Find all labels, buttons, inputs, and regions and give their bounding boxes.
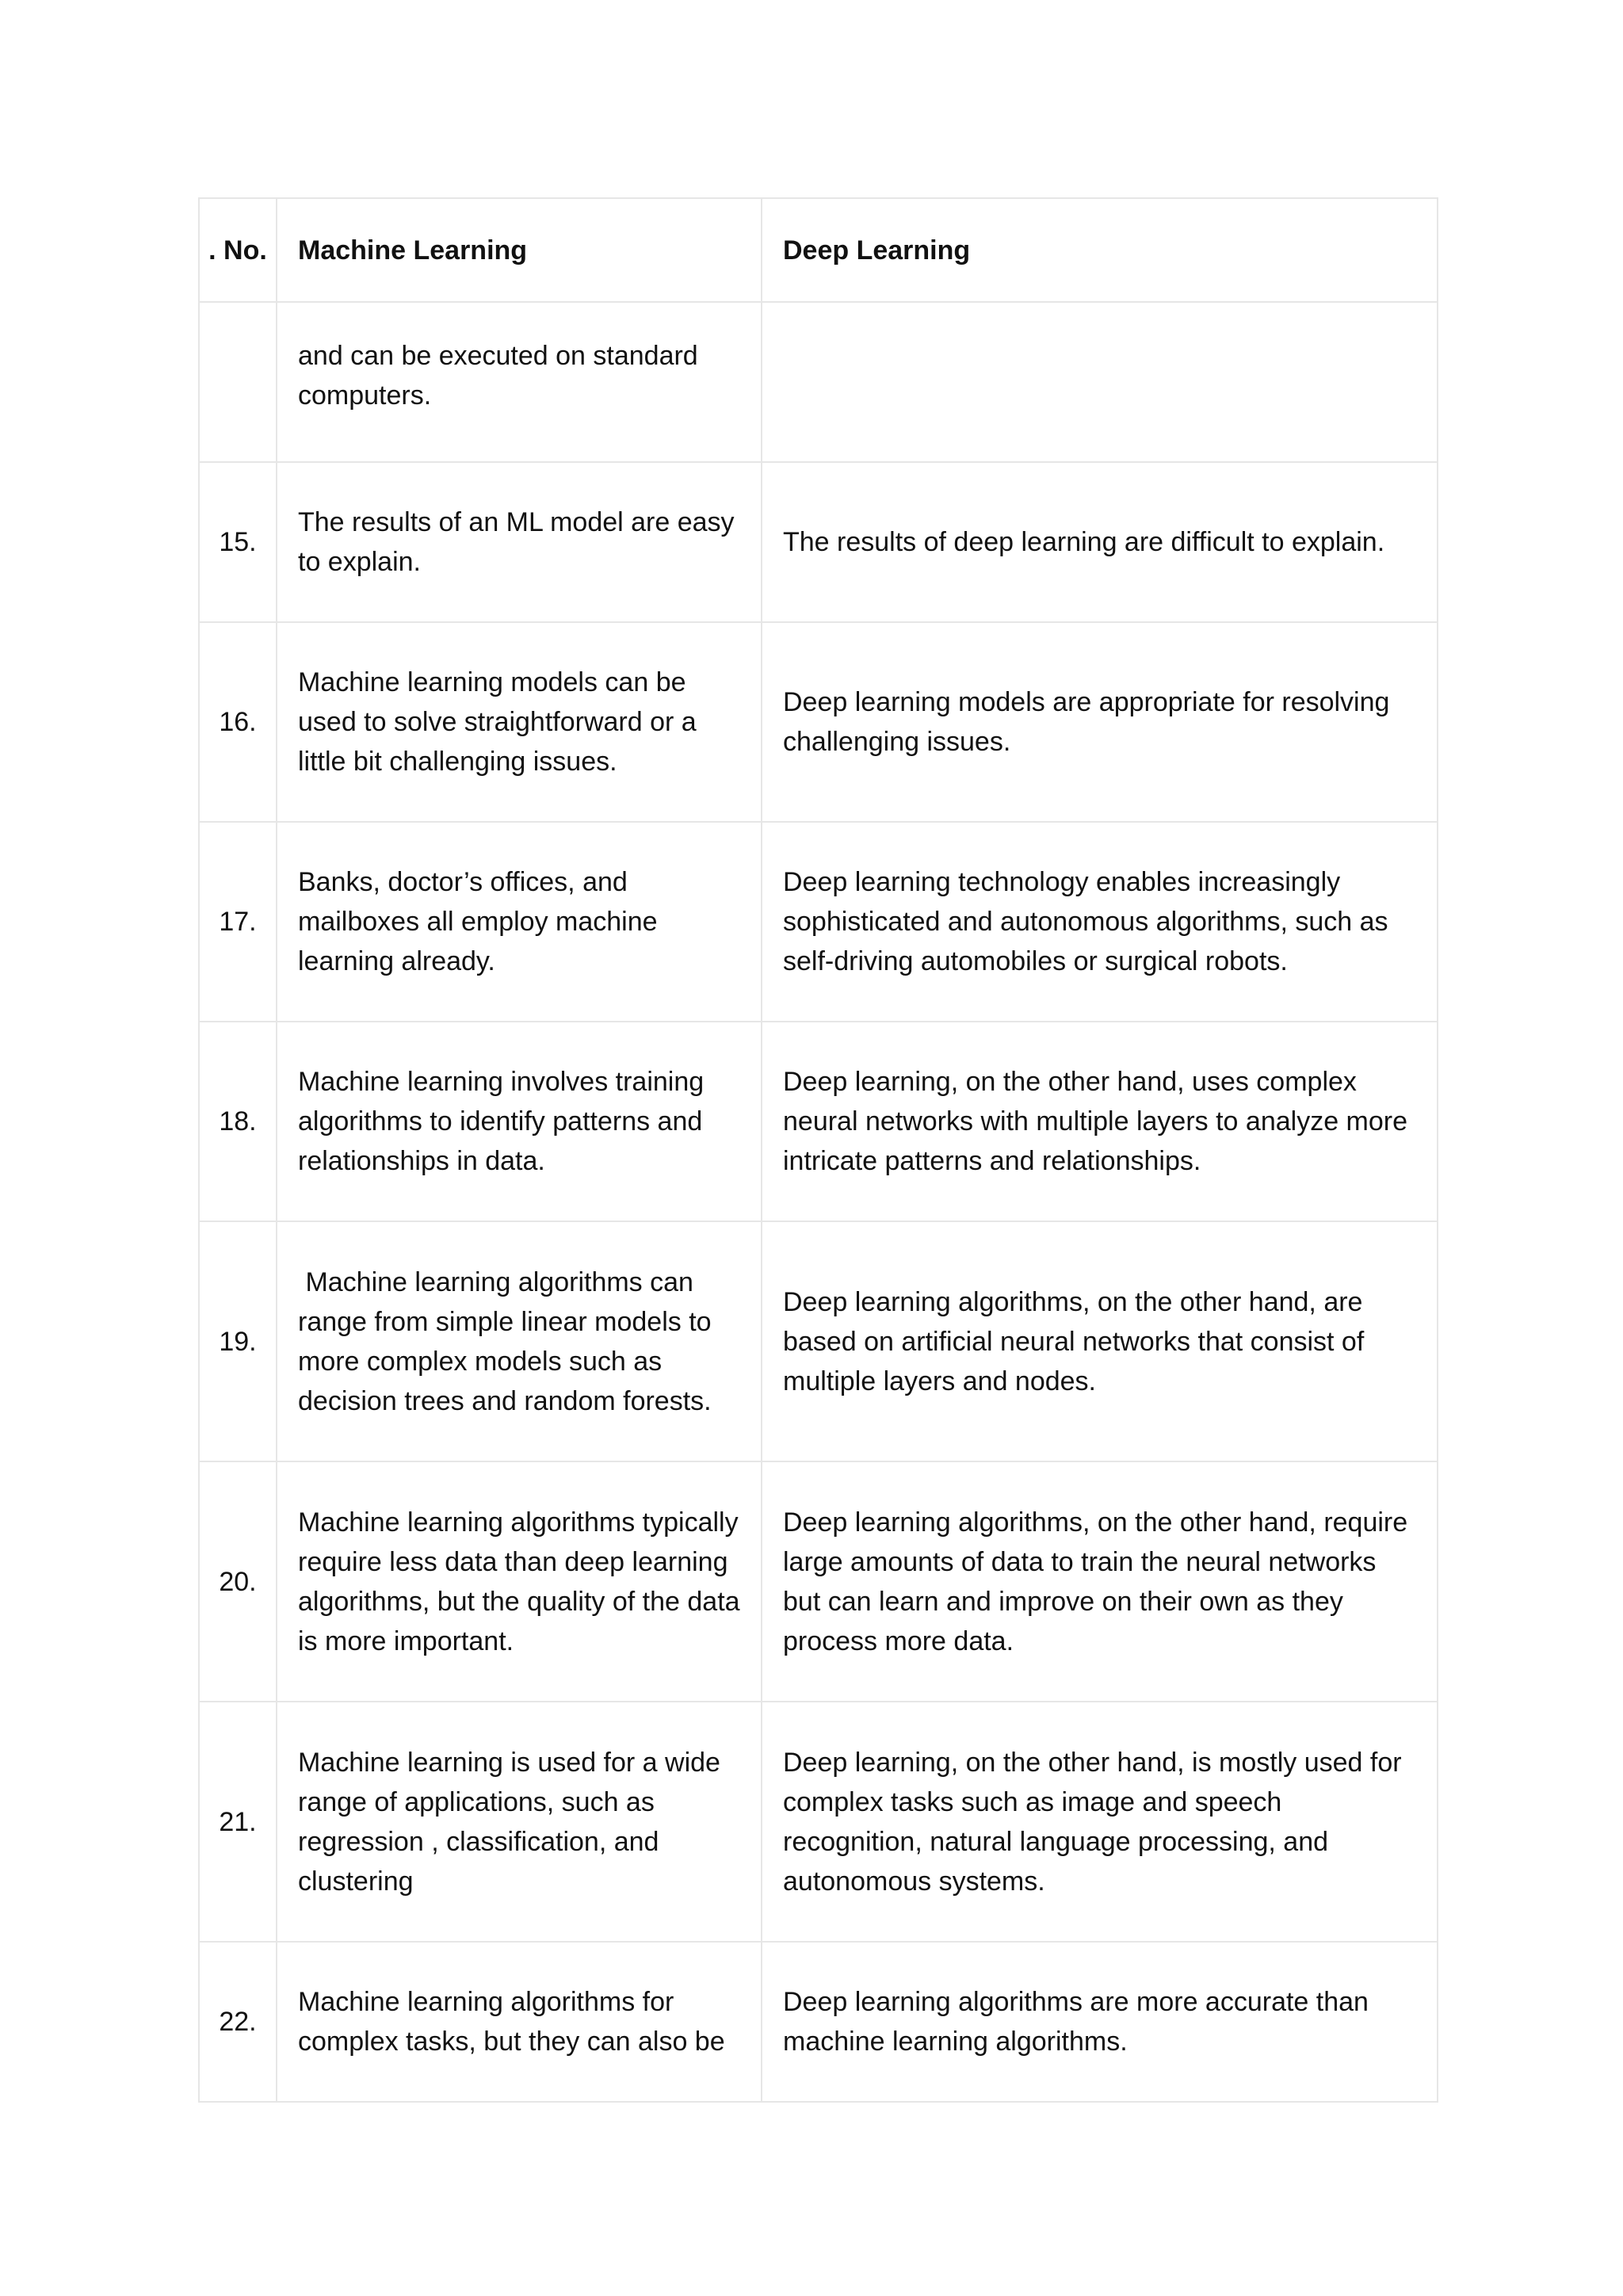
dl-cell: Deep learning algorithms, on the other hand, are based on artificial neural networks that consist of multiple layers and nodes. <box>762 1221 1438 1461</box>
table-row <box>199 822 1438 1022</box>
dl-cell: Deep learning, on the other hand, uses complex neural networks with multiple layers to analyze more intricate patterns and relationships. <box>762 1022 1438 1221</box>
dl-cell: Deep learning, on the other hand, is mostly used for complex tasks such as image and speech recognition, natural language processing, and autonomous systems. <box>762 1702 1438 1942</box>
ml-cell: Machine learning algorithms can range from simple linear models to more complex models such as decision trees and random forests. <box>277 1221 762 1461</box>
dl-cell <box>762 302 1438 462</box>
row-number: 18. <box>199 1022 277 1221</box>
table-row <box>199 1221 1438 1461</box>
row-number: 19. <box>199 1221 277 1461</box>
ml-cell: Machine learning algorithms for complex tasks, but they can also be <box>277 1942 762 2102</box>
table-row <box>199 462 1438 622</box>
table-row <box>199 302 1438 462</box>
ml-cell: Machine learning is used for a wide range of applications, such as regression , classification, and clustering <box>277 1702 762 1942</box>
dl-cell: The results of deep learning are difficult to explain. <box>762 462 1438 622</box>
table-row <box>199 622 1438 822</box>
header-serial-number: . No. <box>199 198 277 302</box>
row-number: 16. <box>199 622 277 822</box>
ml-cell: Machine learning models can be used to solve straightforward or a little bit challenging issues. <box>277 622 762 822</box>
row-number: 17. <box>199 822 277 1022</box>
row-number: 15. <box>199 462 277 622</box>
ml-cell: and can be executed on standard computers. <box>277 302 762 462</box>
table-row <box>199 1942 1438 2102</box>
ml-cell: Machine learning algorithms typically require less data than deep learning algorithms, but the quality of the data is more important. <box>277 1461 762 1702</box>
table-row <box>199 1022 1438 1221</box>
header-machine-learning: Machine Learning <box>277 198 762 302</box>
row-number: 21. <box>199 1702 277 1942</box>
ml-cell: The results of an ML model are easy to explain. <box>277 462 762 622</box>
table-header-row <box>199 198 1438 302</box>
comparison-table <box>198 197 1438 2103</box>
dl-cell: Deep learning models are appropriate for resolving challenging issues. <box>762 622 1438 822</box>
row-number <box>199 302 277 462</box>
header-deep-learning: Deep Learning <box>762 198 1438 302</box>
table-row <box>199 1702 1438 1942</box>
row-number: 20. <box>199 1461 277 1702</box>
dl-cell: Deep learning algorithms, on the other hand, require large amounts of data to train the neural networks but can learn and improve on their own as they process more data. <box>762 1461 1438 1702</box>
dl-cell: Deep learning technology enables increasingly sophisticated and autonomous algorithms, such as self-driving automobiles or surgical robots. <box>762 822 1438 1022</box>
dl-cell: Deep learning algorithms are more accurate than machine learning algorithms. <box>762 1942 1438 2102</box>
ml-cell: Machine learning involves training algorithms to identify patterns and relationships in data. <box>277 1022 762 1221</box>
table-row <box>199 1461 1438 1702</box>
ml-cell: Banks, doctor’s offices, and mailboxes all employ machine learning already. <box>277 822 762 1022</box>
row-number: 22. <box>199 1942 277 2102</box>
